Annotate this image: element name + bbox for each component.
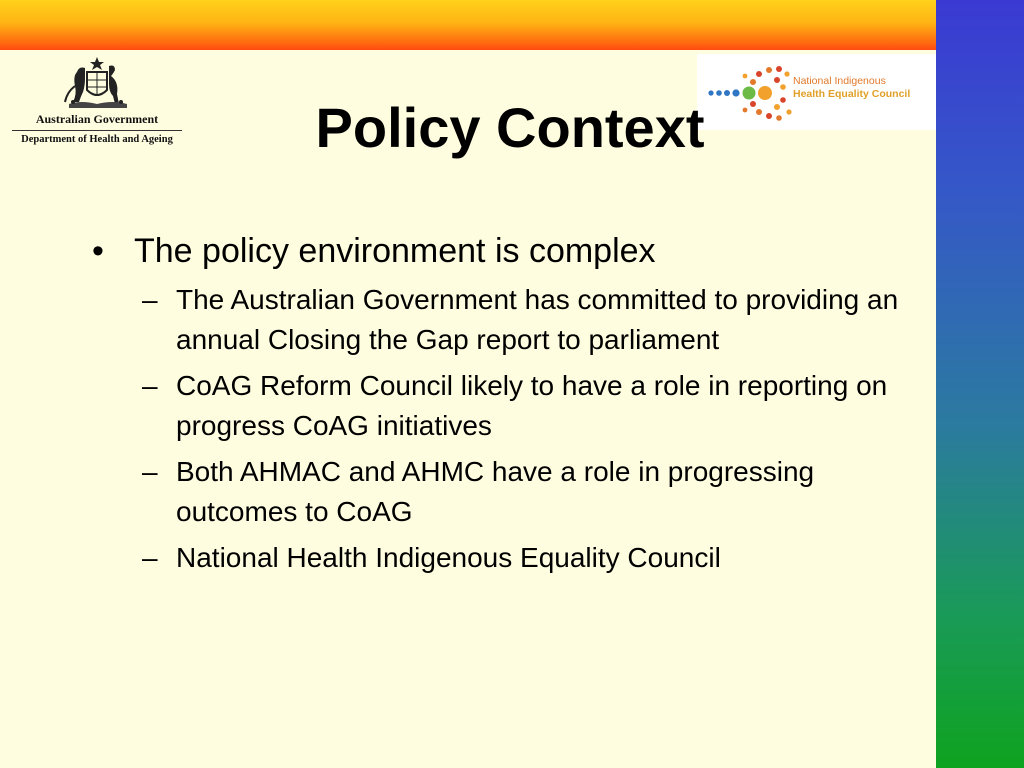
sub-bullet-item	[92, 280, 912, 360]
divider	[12, 130, 182, 131]
dash-icon: –	[142, 542, 158, 573]
nihec-name-line1: National Indigenous	[793, 75, 886, 87]
slide-body	[92, 228, 912, 578]
dash-icon: –	[142, 284, 158, 315]
sub-bullet-text: Both AHMAC and AHMC have a role in progressing outcomes to CoAG	[176, 456, 815, 527]
sub-bullet-item	[92, 366, 912, 446]
dash-icon: –	[142, 370, 158, 401]
sub-bullet-text: The Australian Government has committed to providing an annual Closing the Gap report to parliament	[176, 284, 899, 355]
dash-icon: –	[142, 456, 158, 487]
bullet-item	[92, 228, 912, 274]
bullet-icon: •	[92, 232, 104, 270]
slide-title: Policy Context	[315, 96, 705, 159]
department-name: Department of Health and Ageing	[21, 134, 173, 145]
coat-of-arms-icon	[61, 56, 133, 110]
government-name: Australian Government	[35, 112, 159, 126]
sub-bullet-item	[92, 452, 912, 532]
nihec-name-line2: Health Equality Council	[793, 88, 911, 100]
australian-government-logo	[8, 56, 186, 152]
right-gradient-band	[936, 0, 1024, 768]
sub-bullet-item	[92, 538, 912, 578]
top-gradient-band	[0, 0, 936, 50]
sub-bullet-text: National Health Indigenous Equality Council	[176, 542, 721, 573]
sub-bullet-text: CoAG Reform Council likely to have a role in reporting on progress CoAG initiatives	[176, 370, 888, 441]
bullet-text: The policy environment is complex	[134, 232, 656, 270]
